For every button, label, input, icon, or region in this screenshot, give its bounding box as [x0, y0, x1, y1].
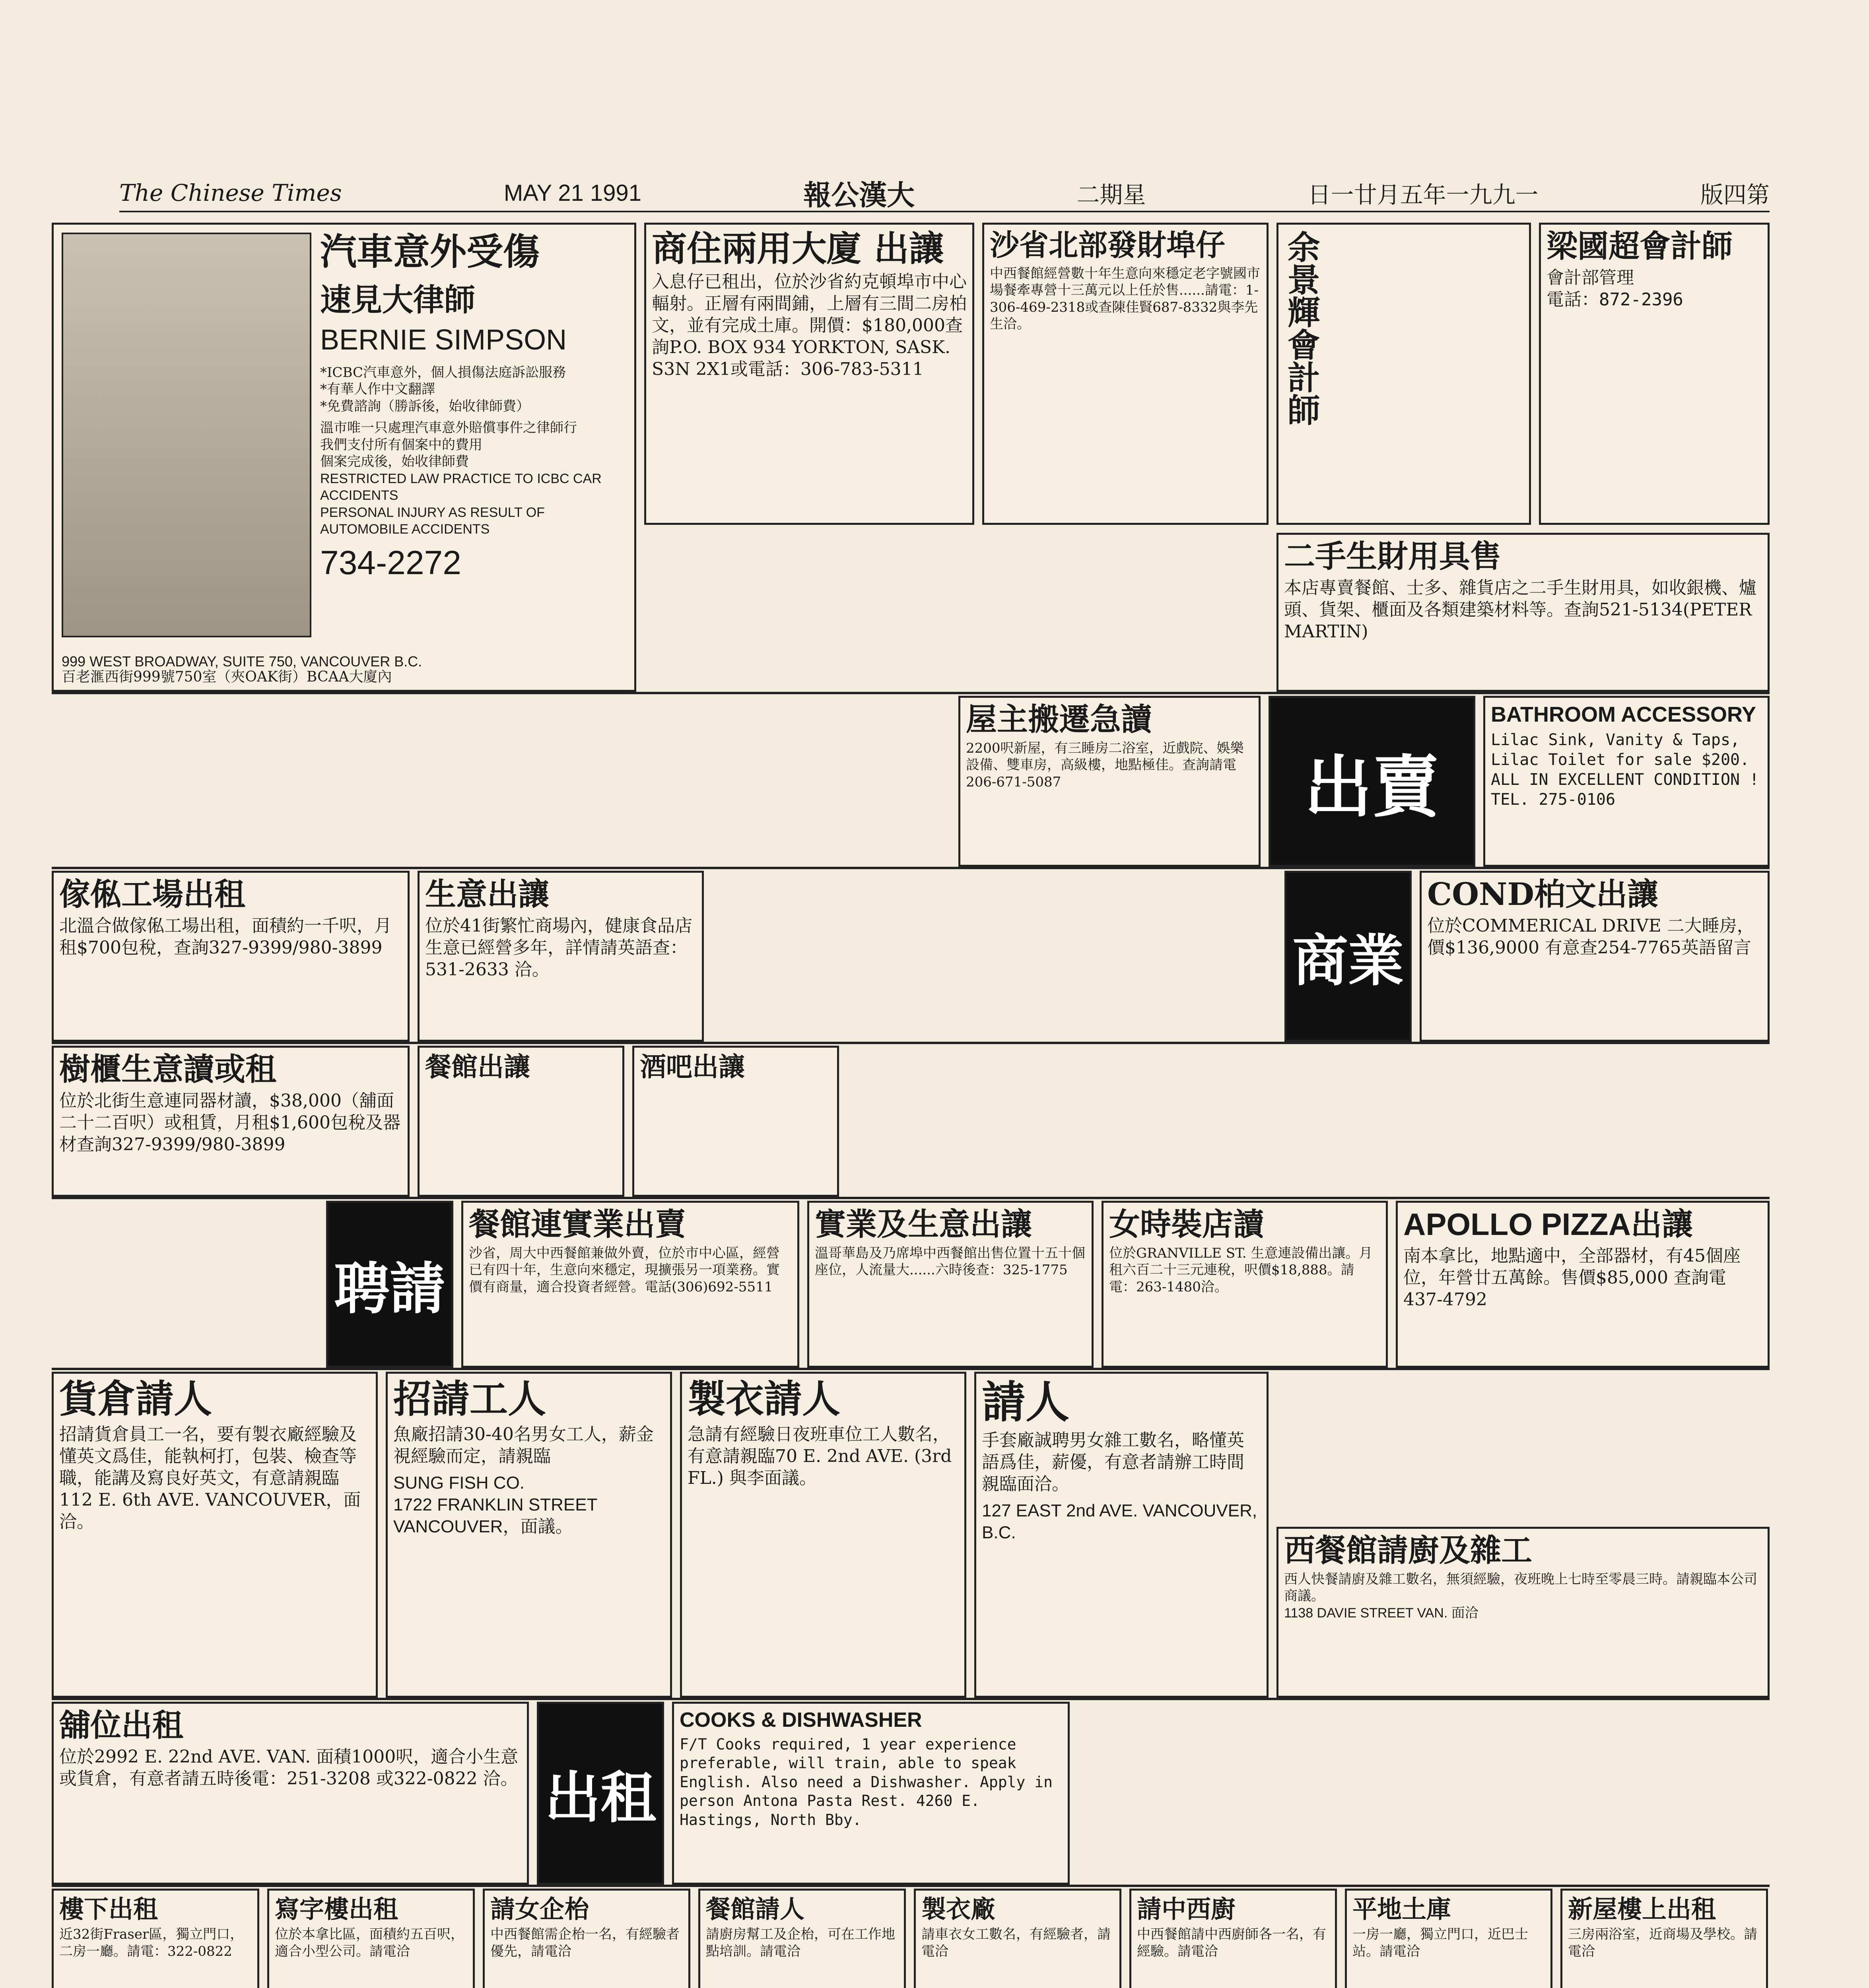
- ad-north-sask: [982, 223, 1269, 525]
- dress-body: 位於GRANVILLE ST. 生意連設備出讓。月租六百二十三元連稅，呎價$18,888。請電：263-1480洽。: [1109, 1245, 1373, 1295]
- restaurant-list-title: 餐館出讓: [425, 1051, 530, 1082]
- shop-body: 位於2992 E. 22nd AVE. VAN. 面積1000呎，適合小生意或貨倉，有意者請五時後電：251-3208 或322-0822 洽。: [59, 1746, 519, 1789]
- yu-title: 余景輝會計師: [1282, 230, 1321, 426]
- classified-small-ad-body: 位於本拿比區，面積約五百呎，適合小型公司。請電洽: [275, 1926, 464, 1959]
- classifieds-grid: [52, 223, 1770, 1988]
- ad-yu-accountant: [1276, 223, 1531, 525]
- classified-small-ad-title: 平地土庫: [1352, 1895, 1451, 1924]
- ad-sask-building: [644, 223, 974, 525]
- ad-restaurant-sale: [418, 1046, 624, 1197]
- fish-body: 魚廠招請30-40名男女工人，薪金視經驗而定，請親臨: [393, 1424, 654, 1466]
- leung-sub: 會計部管理: [1546, 267, 1634, 288]
- north-body: 中西餐館經營數十年生意向來穩定老字號國市場餐牽專營十三萬元以上任於售......請電：1-306-469-2318或查陳佳賢687-8332與李先生洽。: [990, 265, 1260, 332]
- ad-movers: [958, 696, 1261, 867]
- classified-small-ad-body: 近32街Fraser區，獨立門口，二房一廳。請電：322-0822: [59, 1926, 244, 1959]
- row-5: [52, 1201, 1770, 1370]
- counter-body: 位於北街生意連同器材讀，$38,000（舖面二十二百呎）或租賃，月租$1,600包稅及器材查詢327-9399/980-3899: [59, 1090, 400, 1155]
- fish-title: 招請工人: [393, 1376, 546, 1421]
- north-title: 沙省北部發財埠仔: [990, 228, 1225, 262]
- shop-title: 舖位出租: [59, 1707, 184, 1743]
- bar-list-title: 酒吧出讓: [640, 1051, 745, 1082]
- ad-western-kitchen: [1276, 1527, 1770, 1698]
- apollo-title: APOLLO PIZZA出讓: [1403, 1207, 1693, 1242]
- row-3: [52, 871, 1770, 1044]
- hire-people-title: 請人: [982, 1376, 1069, 1428]
- classified-small-ad: [698, 1889, 906, 1988]
- classified-small-ad-body: 請廚房幫工及企枱，可在工作地點培訓。請電洽: [706, 1926, 895, 1959]
- row-2: [52, 696, 1770, 869]
- factory-title: 傢俬工場出租: [59, 876, 246, 912]
- lawyer-photo: [62, 233, 311, 637]
- hire-people-body: 手套廠誠聘男女雜工數名，略懂英語爲佳，薪優，有意者請辦工時間親臨面洽。: [982, 1430, 1244, 1494]
- ad-cooks-dishwasher: [672, 1702, 1070, 1885]
- business2-title: 實業及生意出讓: [815, 1206, 1032, 1242]
- bath-body: Lilac Sink, Vanity & Taps, Lilac Toilet for sale $200. ALL IN EXCELLENT CONDITION ! TEL. 275-0106: [1491, 730, 1759, 809]
- ad-dress-shop: [1102, 1201, 1388, 1368]
- secondhand-body: 本店專賣餐館、士多、雜貨店之二手生財用具，如收銀機、爐頭、貨架、櫃面及各類建築材料等。查詢521-5134(PETER MARTIN): [1284, 577, 1756, 642]
- bernie-subtitle: 速見大律師: [320, 282, 476, 318]
- ad-business2: [807, 1201, 1094, 1368]
- classified-small-ad-body: 一房一廳，獨立門口，近巴士站。請電洽: [1352, 1926, 1528, 1959]
- classified-small-ad: [1129, 1889, 1337, 1988]
- bernie-bullet-1: *ICBC汽車意外，個人損傷法庭訴訟服務: [320, 364, 566, 381]
- masthead-date-en: MAY 21 1991: [503, 180, 641, 206]
- ad-apollo-pizza: [1396, 1201, 1770, 1368]
- ad-bathroom: [1483, 696, 1770, 867]
- masthead-date-cn: 日一廿月五年一九九一: [1308, 181, 1539, 208]
- movers-body: 2200呎新屋，有三睡房二浴室，近戲院、娛樂設備、雙車房，高級樓，地點極佳。查詢請電 206-671-5087: [966, 740, 1244, 790]
- classified-small-ad-title: 製衣廠: [921, 1895, 996, 1924]
- row-4: [52, 1046, 1770, 1199]
- apollo-body: 南本拿比，地點適中，全部器材，有45個座位，年營廿五萬餘。售價$85,000 查詢電437-4792: [1403, 1245, 1741, 1310]
- small-ads-grid: [52, 1889, 1770, 1988]
- realestate-body: 沙省，周大中西餐館兼做外賣，位於市中心區，經營已有四十年，生意向來穩定，現擴張另一項業務。實價有商量，適合投資者經營。電話(306)692-5511: [469, 1245, 780, 1295]
- ad-restaurant-realestate: [461, 1201, 799, 1368]
- ad-counter-business: [52, 1046, 410, 1197]
- masthead-paper-cn: 報公漢大: [803, 178, 915, 212]
- realestate-title: 餐館連實業出賣: [469, 1206, 686, 1242]
- classified-small-ad-body: 中西餐館請中西廚師各一名，有經驗。請電洽: [1137, 1926, 1326, 1959]
- ad-fish-workers: [386, 1372, 672, 1698]
- kitchen-address: 1138 DAVIE STREET VAN. 面洽: [1284, 1605, 1478, 1621]
- classified-small-ad-title: 餐館請人: [706, 1895, 805, 1924]
- business-title: 生意出讓: [425, 876, 550, 912]
- row-top-ads: [52, 223, 1770, 694]
- classified-small-ad-title: 寫字樓出租: [275, 1895, 398, 1924]
- masthead-page-cn: 版四第: [1700, 181, 1770, 208]
- ad-garment-workers: [680, 1372, 966, 1698]
- leung-phone: 電話：872-2396: [1546, 289, 1683, 310]
- classified-small-ad: [1560, 1889, 1768, 1988]
- bernie-line-5: PERSONAL INJURY AS RESULT OF AUTOMOBILE ACCIDENTS: [320, 505, 545, 537]
- classified-small-ad-body: 三房兩浴室，近商場及學校。請電洽: [1568, 1926, 1757, 1959]
- classified-small-ad: [267, 1889, 475, 1988]
- bernie-line-3: 個案完成後，始收律師費: [320, 454, 469, 470]
- bernie-bullet-2: *有華人作中文翻譯: [320, 381, 435, 398]
- hire-people-address: 127 EAST 2nd AVE. VANCOUVER, B.C.: [982, 1501, 1257, 1542]
- classified-small-ad: [914, 1889, 1121, 1988]
- cooks-title: COOKS & DISHWASHER: [680, 1708, 922, 1732]
- ad-furniture-factory: [52, 871, 410, 1042]
- fish-company: SUNG FISH CO.: [393, 1473, 525, 1493]
- bernie-line-4: RESTRICTED LAW PRACTICE TO ICBC CAR ACCIDENTS: [320, 471, 602, 503]
- classified-small-ad-title: 請女企枱: [490, 1895, 589, 1924]
- ad-shop-rent: [52, 1702, 529, 1885]
- business2-body: 溫哥華島及乃席埠中西餐館出售位置十五十個座位，人流量大......六時後查：325-1775: [815, 1245, 1085, 1278]
- garment-body: 急請有經驗日夜班車位工人數名，有意請親臨70 E. 2nd AVE. (3rd FL.) 與李面議。: [688, 1424, 952, 1488]
- label-hire: 聘請: [326, 1201, 453, 1368]
- ad-hire-people: [974, 1372, 1269, 1698]
- ad-cond: [1420, 871, 1770, 1042]
- classified-small-ad-title: 請中西廚: [1137, 1895, 1236, 1924]
- ad-bernie-simpson: [52, 223, 636, 692]
- garment-title: 製衣請人: [688, 1376, 840, 1421]
- ad-business-sale: [418, 871, 704, 1042]
- factory-body: 北溫合做傢俬工場出租，面積約一千呎，月租$700包稅，查詢327-9399/980-3899: [59, 915, 392, 958]
- kitchen-body: 西人快餐請廚及雜工數名，無須經驗，夜班晚上七時至零晨三時。請親臨本公司商議。: [1284, 1571, 1757, 1604]
- bernie-title: 汽車意外受傷: [320, 230, 540, 273]
- bernie-phone: 734-2272: [320, 544, 461, 581]
- counter-title: 樹櫃生意讀或租: [59, 1051, 277, 1087]
- movers-title: 屋主搬遷急讀: [966, 701, 1152, 738]
- leung-title: 梁國超會計師: [1546, 228, 1733, 264]
- fish-address: 1722 FRANKLIN STREET VANCOUVER，面議。: [393, 1495, 597, 1536]
- row-7: [52, 1702, 1770, 1887]
- cond-title: COND柏文出讓: [1427, 876, 1658, 912]
- ad-warehouse: [52, 1372, 378, 1698]
- kitchen-title: 西餐館請廚及雜工: [1284, 1532, 1533, 1569]
- classified-small-ad-body: 請車衣女工數名，有經驗者，請電洽: [921, 1926, 1111, 1959]
- sak-body: 入息仔已租出，位於沙省約克頓埠市中心輻射。正層有兩間鋪，上層有三間二房柏文，並有完成土庫。開價：$180,000查詢P.O. BOX 934 YORKTON, SASK. S3N 2X1或電話：306-783-5311: [652, 272, 967, 380]
- ad-bar-sale: [632, 1046, 839, 1197]
- bath-title: BATHROOM ACCESSORY: [1491, 703, 1756, 726]
- bernie-line-2: 我們支付所有個案中的費用: [320, 437, 482, 453]
- masthead-weekday-cn: 二期星: [1076, 181, 1146, 208]
- secondhand-title: 二手生財用具售: [1284, 538, 1502, 575]
- warehouse-body: 招請貨倉員工一名，要有製衣廠經驗及懂英文爲佳，能執柯打，包裝、檢查等職，能講及寫良好英文，有意請親臨112 E. 6th AVE. VANCOUVER，面洽。: [59, 1424, 361, 1532]
- bernie-address: 999 WEST BROADWAY, SUITE 750, VANCOUVER B.C.: [62, 653, 422, 670]
- dress-title: 女時裝店讀: [1109, 1206, 1265, 1242]
- classified-small-ad: [52, 1889, 259, 1988]
- bernie-address-cn: 百老滙西街999號750室（夾OAK街）BCAA大廈內: [62, 669, 392, 685]
- label-sell: 出賣: [1269, 696, 1475, 867]
- ad-leung-accountant: [1539, 223, 1770, 525]
- cond-body: 位於COMMERICAL DRIVE 二大睡房，價$136,9000 有意查254-7765英語留言: [1427, 915, 1754, 958]
- classified-small-ad-title: 樓下出租: [59, 1895, 158, 1924]
- warehouse-title: 貨倉請人: [59, 1376, 212, 1421]
- masthead: [119, 175, 1770, 212]
- sak-title: 商住兩用大廈 出讓: [652, 228, 944, 269]
- masthead-brand: The Chinese Times: [119, 179, 342, 206]
- ad-secondhand: [1276, 533, 1770, 692]
- bernie-bullet-3: *免費諮詢（勝訴後，始收律師費）: [320, 398, 530, 414]
- classified-small-ad: [1345, 1889, 1552, 1988]
- classified-small-ad-title: 新屋樓上出租: [1568, 1895, 1716, 1924]
- classified-small-ad: [483, 1889, 690, 1988]
- cooks-body: F/T Cooks required, 1 year experience preferable, will train, able to speak English. Also need a Dishwasher. Apply in person Antona Pasta Rest. 4260 E. Hastings, North Bby.: [680, 1735, 1053, 1829]
- classified-small-ad-body: 中西餐館需企枱一名，有經驗者優先，請電洽: [490, 1926, 680, 1959]
- label-rent: 出租: [537, 1702, 664, 1885]
- label-commercial: 商業: [1284, 871, 1412, 1042]
- bernie-line-1: 溫市唯一只處理汽車意外賠償事件之律師行: [320, 420, 577, 436]
- bernie-name: BERNIE SIMPSON: [320, 324, 567, 356]
- row-6: [52, 1372, 1770, 1700]
- business-body: 位於41街繁忙商場內，健康食品店生意已經營多年，詳情請英語查：531-2633 洽。: [425, 915, 692, 980]
